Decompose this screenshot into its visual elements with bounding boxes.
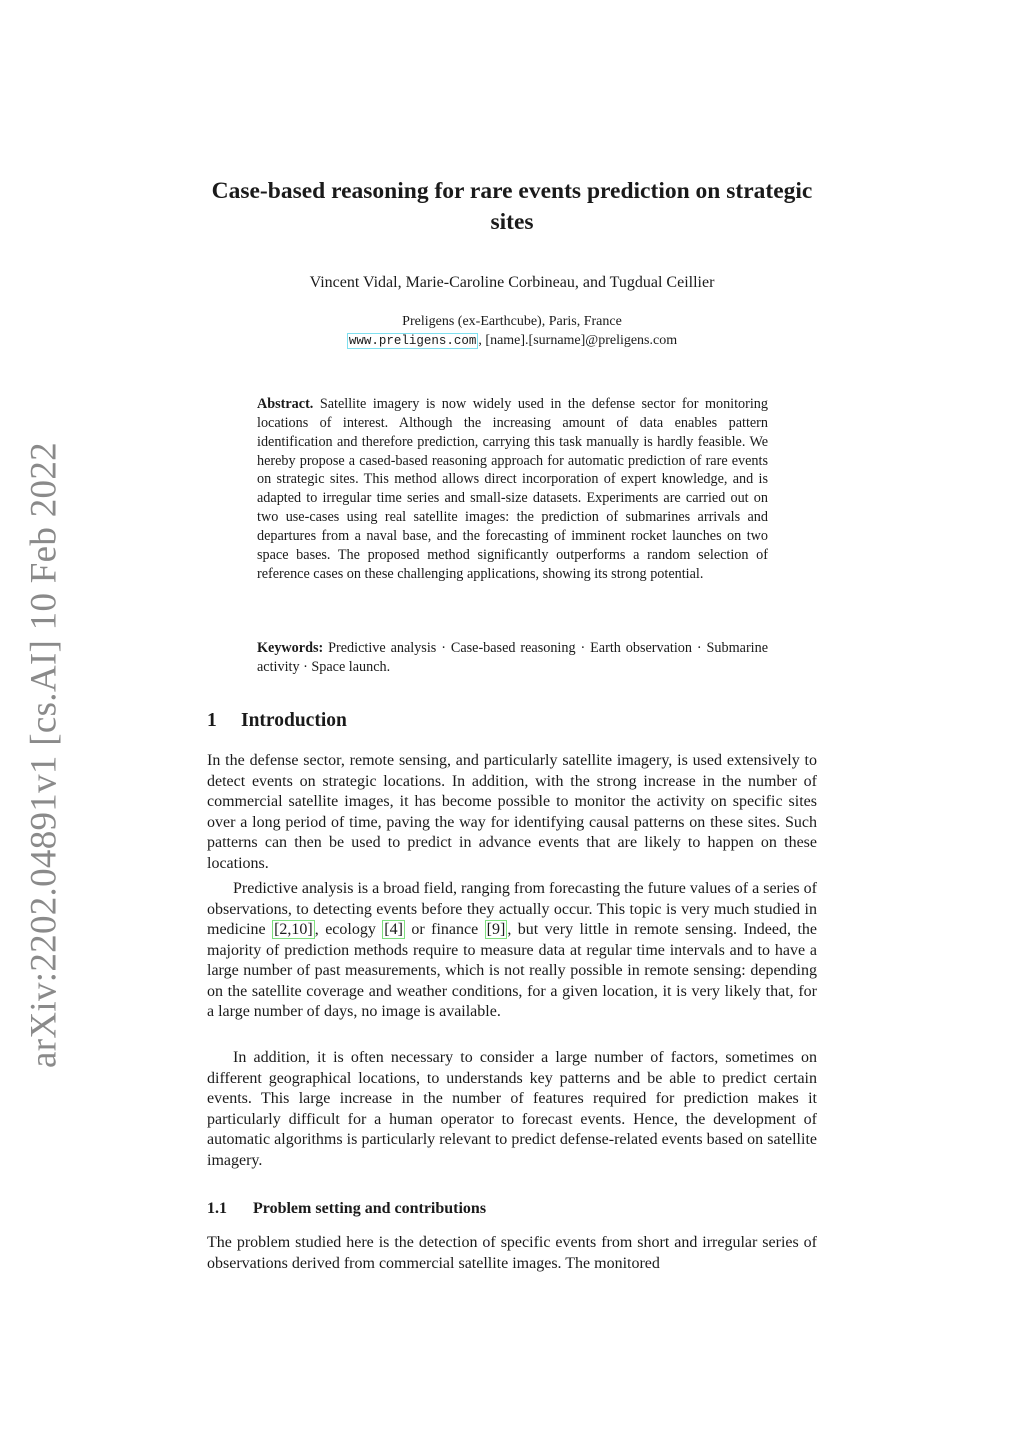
subsection-paragraph-1: The problem studied here is the detection of specific events from short and irregular series of observations derived from commercial satellite images. The monitored xyxy=(207,1234,817,1272)
keywords xyxy=(257,639,768,677)
paper-title: Case-based reasoning for rare events prediction on strategic sites xyxy=(211,178,813,235)
abstract-text: Satellite imagery is now widely used in the defense sector for monitoring locations of interest. Although the increasing amount of data enables pattern identification and therefore prediction, carrying this task manually is hardly feasible. We hereby propose a cased-based reasoning approach for automatic prediction of rare events on strategic sites. This method allows direct incorporation of expert knowledge, and is adapted to irregular time series and small-size datasets. Experiments are carried out on two use-cases using real satellite images: the prediction of submarines arrivals and departures from a naval base, and the forecasting of imminent rocket launches on two space bases. The proposed method significantly outperforms a random selection of reference cases on these challenging applications, showing its strong potential. xyxy=(257,396,768,582)
website-link[interactable]: www.preligens.com xyxy=(348,334,477,348)
abstract xyxy=(257,395,768,583)
subsection-title: Problem setting and contributions xyxy=(253,1200,487,1217)
citation-link[interactable]: [4] xyxy=(384,921,403,938)
section-heading-introduction xyxy=(207,710,347,732)
abstract-label: Abstract. xyxy=(257,396,314,412)
intro-paragraph-2 xyxy=(207,879,817,1023)
citation-link[interactable]: [9] xyxy=(486,921,506,938)
section-title: Introduction xyxy=(241,710,347,731)
keywords-label: Keywords: xyxy=(257,640,324,656)
affiliation-block xyxy=(207,312,817,351)
contact-line xyxy=(207,331,817,351)
arxiv-identifier: arXiv:2202.04891v1 [cs.AI] 10 Feb 2022 xyxy=(23,442,65,1068)
keywords-text: Predictive analysis · Case-based reasoning · Earth observation · Submarine activity · Space launch. xyxy=(257,640,769,675)
section-number: 1 xyxy=(207,710,217,731)
intro-paragraph-1: In the defense sector, remote sensing, and particularly satellite imagery, is used extensively to detect events on strategic locations. In addition, with the strong increase in the number of commercial satellite images, it has become possible to monitor the activity on specific sites over a long period of time, paving the way for identifying causal patterns on these sites. Such patterns can then be used to predict in advance events that are likely to happen on these locations. xyxy=(207,752,817,872)
intro-p2-part-a: Predictive analysis is a broad field, ranging from forecasting the future values of a series of observations, to detecting events before they actually occur. This topic is very much studied in medicine xyxy=(207,880,817,938)
email-pattern: , [name].[surname]@preligens.com xyxy=(478,333,678,348)
intro-p2-part-d: , but very little in remote sensing. Indeed, the majority of prediction methods require to measure data at regular time intervals and to have a large number of past measurements, which is not really possible in remote sensing: depending on the satellite coverage and weather conditions, for a given location, it is very likely that, for a large number of days, no image is available. xyxy=(207,921,818,1020)
citation-link[interactable]: [2,10] xyxy=(274,921,313,938)
affiliation: Preligens (ex-Earthcube), Paris, France xyxy=(402,314,622,329)
intro-paragraph-3: In addition, it is often necessary to consider a large number of factors, sometimes on different geographical locations, to understands key patterns and be able to predict certain events. This large increase in the number of features required for prediction makes it particularly difficult for a human operator to forecast events. Hence, the development of automatic algorithms is particularly relevant to predict defense-related events based on satellite imagery. xyxy=(207,1049,817,1169)
intro-p2-part-b: , ecology xyxy=(314,921,383,938)
subsection-heading xyxy=(207,1200,486,1218)
subsection-number: 1.1 xyxy=(207,1200,227,1217)
author-list: Vincent Vidal, Marie-Caroline Corbineau, and Tugdual Ceillier xyxy=(309,274,715,291)
intro-p2-part-c: or finance xyxy=(404,921,485,938)
